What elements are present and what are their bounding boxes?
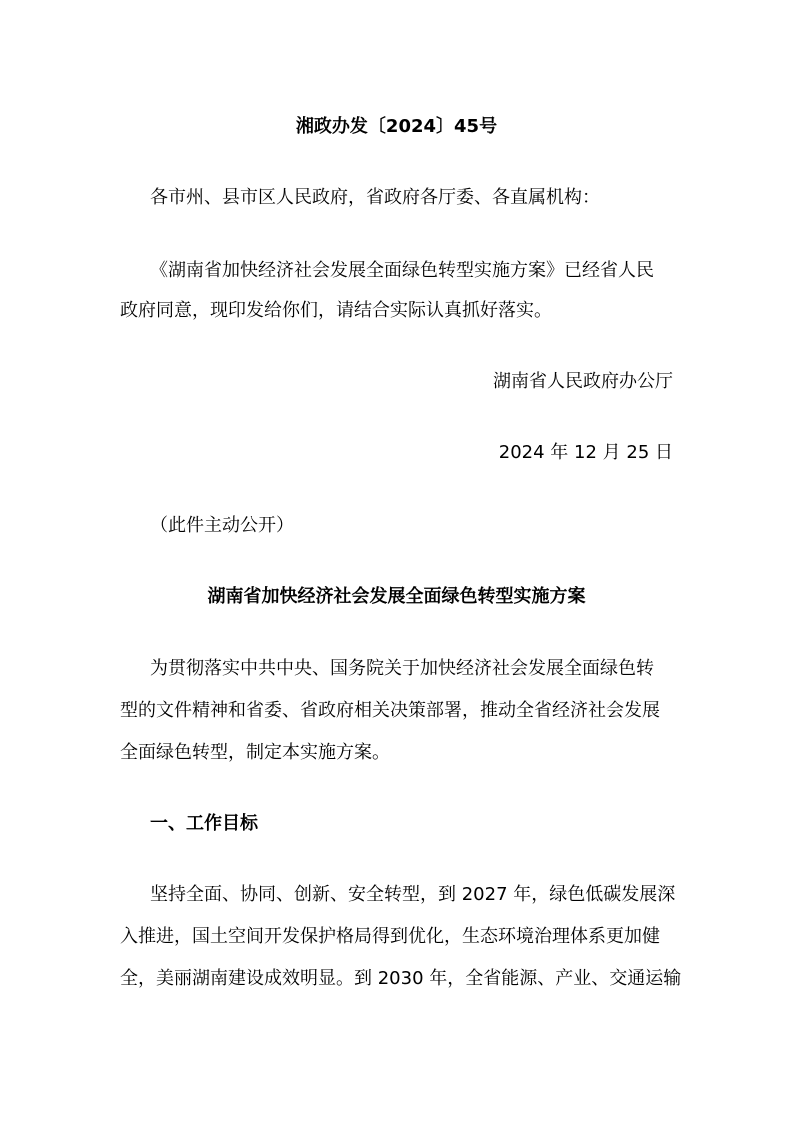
issue-date: 2024 年 12 月 25 日 bbox=[498, 442, 673, 463]
section-heading: 一、工作目标 bbox=[150, 813, 258, 834]
document-number: 湘政办发〔2024〕45号 bbox=[295, 116, 498, 137]
intro-line-1: 为贯彻落实中共中央、国务院关于加快经济社会发展全面绿色转 bbox=[150, 658, 654, 679]
section-body-line-3: 全，美丽湖南建设成效明显。到 2030 年，全省能源、产业、交通运输 bbox=[120, 968, 682, 989]
section-body-line-1: 坚持全面、协同、创新、安全转型，到 2027 年，绿色低碳发展深 bbox=[150, 884, 676, 905]
section-body-line-2: 入推进，国土空间开发保护格局得到优化，生态环境治理体系更加健 bbox=[120, 926, 660, 947]
notice-line-2: 政府同意，现印发给你们，请结合实际认真抓好落实。 bbox=[120, 300, 552, 321]
intro-line-3: 全面绿色转型，制定本实施方案。 bbox=[120, 742, 390, 763]
issuer-signature: 湖南省人民政府办公厅 bbox=[493, 371, 673, 392]
disclosure-note: （此件主动公开） bbox=[150, 515, 294, 536]
intro-line-2: 型的文件精神和省委、省政府相关决策部署，推动全省经济社会发展 bbox=[120, 700, 660, 721]
addressee: 各市州、县市区人民政府，省政府各厅委、各直属机构： bbox=[150, 187, 600, 208]
plan-title: 湖南省加快经济社会发展全面绿色转型实施方案 bbox=[207, 586, 586, 607]
notice-line-1: 《湖南省加快经济社会发展全面绿色转型实施方案》已经省人民 bbox=[150, 260, 654, 281]
